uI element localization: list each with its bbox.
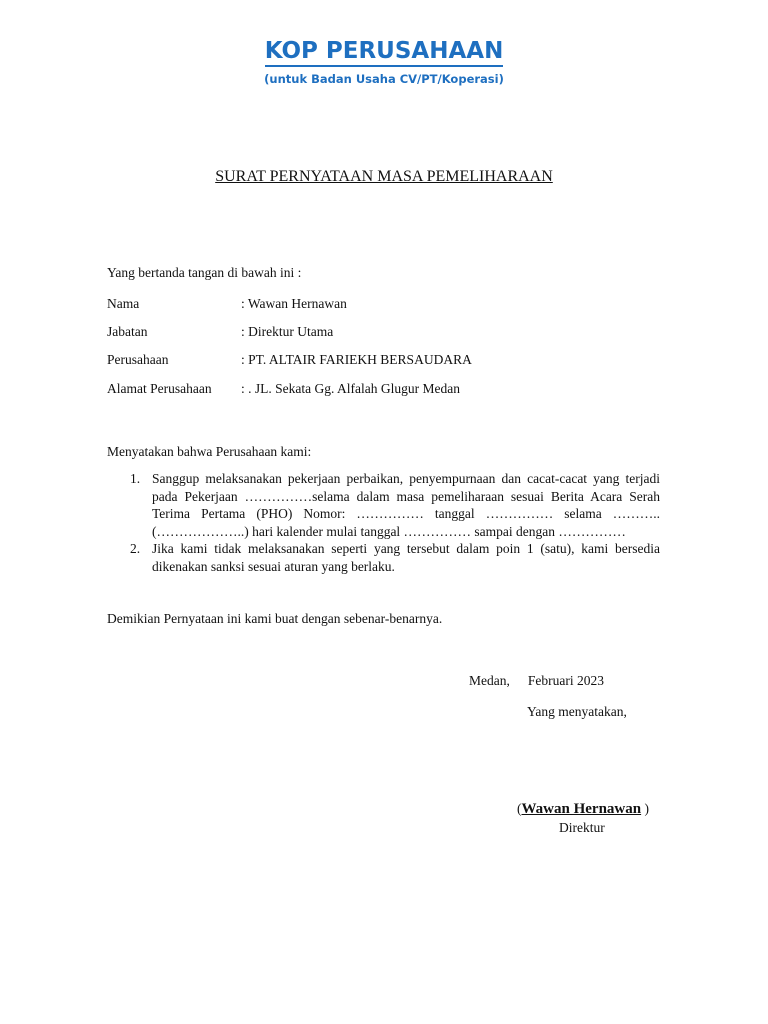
- stating-text: Yang menyatakan,: [527, 704, 627, 719]
- signer-position: Direktur: [559, 820, 605, 835]
- intro-text: Yang bertanda tangan di bawah ini :: [107, 265, 302, 280]
- signer-name-line: [517, 801, 649, 818]
- field-value: : PT. ALTAIR FARIEKH BERSAUDARA: [241, 352, 472, 367]
- letterhead-title: KOP PERUSAHAAN: [0, 38, 768, 64]
- field-label: Jabatan: [107, 324, 148, 339]
- statement-list: [130, 470, 660, 575]
- list-item: [130, 470, 660, 540]
- field-label: Perusahaan: [107, 352, 169, 367]
- item-text: Sanggup melaksanakan pekerjaan perbaikan, penyempurnaan dan cacat-cacat yang terjadi pada Pekerjaan ……………selama dalam masa pemeliharaan sesuai Berita Acara Serah Terima Pertama (PHO) Nomor: …………… tanggal …………… selama ……….. (………………..) hari kalender mulai tanggal …………… sampai dengan ……………: [152, 471, 660, 539]
- letterhead-subtitle: (untuk Badan Usaha CV/PT/Koperasi): [264, 72, 504, 86]
- field-label: Nama: [107, 296, 140, 311]
- date: Februari 2023: [527, 673, 604, 688]
- field-alamat: [107, 381, 460, 397]
- item-text: Jika kami tidak melaksanakan seperti yang tersebut dalam poin 1 (satu), kami bersedia dikenakan sanksi sesuai aturan yang berlaku.: [152, 541, 660, 574]
- closing-text: Demikian Pernyataan ini kami buat dengan sebenar-benarnya.: [107, 611, 443, 626]
- field-nama: [107, 296, 347, 312]
- place: Medan,: [469, 673, 510, 688]
- open-paren: (: [517, 801, 522, 816]
- field-value: : Wawan Hernawan: [241, 296, 347, 311]
- item-number: 1.: [130, 471, 141, 486]
- field-jabatan: [107, 324, 333, 340]
- declaration-text: Menyatakan bahwa Perusahaan kami:: [107, 444, 312, 459]
- signer-name: Wawan Hernawan: [521, 801, 642, 817]
- document-title: SURAT PERNYATAAN MASA PEMELIHARAAN: [215, 168, 553, 185]
- close-paren: ): [641, 801, 649, 816]
- place-date: [469, 673, 604, 689]
- field-label: Alamat Perusahaan: [107, 381, 212, 396]
- field-perusahaan: [107, 352, 472, 368]
- item-number: 2.: [130, 541, 141, 556]
- list-item: [130, 540, 660, 575]
- field-value: : . JL. Sekata Gg. Alfalah Glugur Medan: [241, 381, 460, 396]
- field-value: : Direktur Utama: [241, 324, 334, 339]
